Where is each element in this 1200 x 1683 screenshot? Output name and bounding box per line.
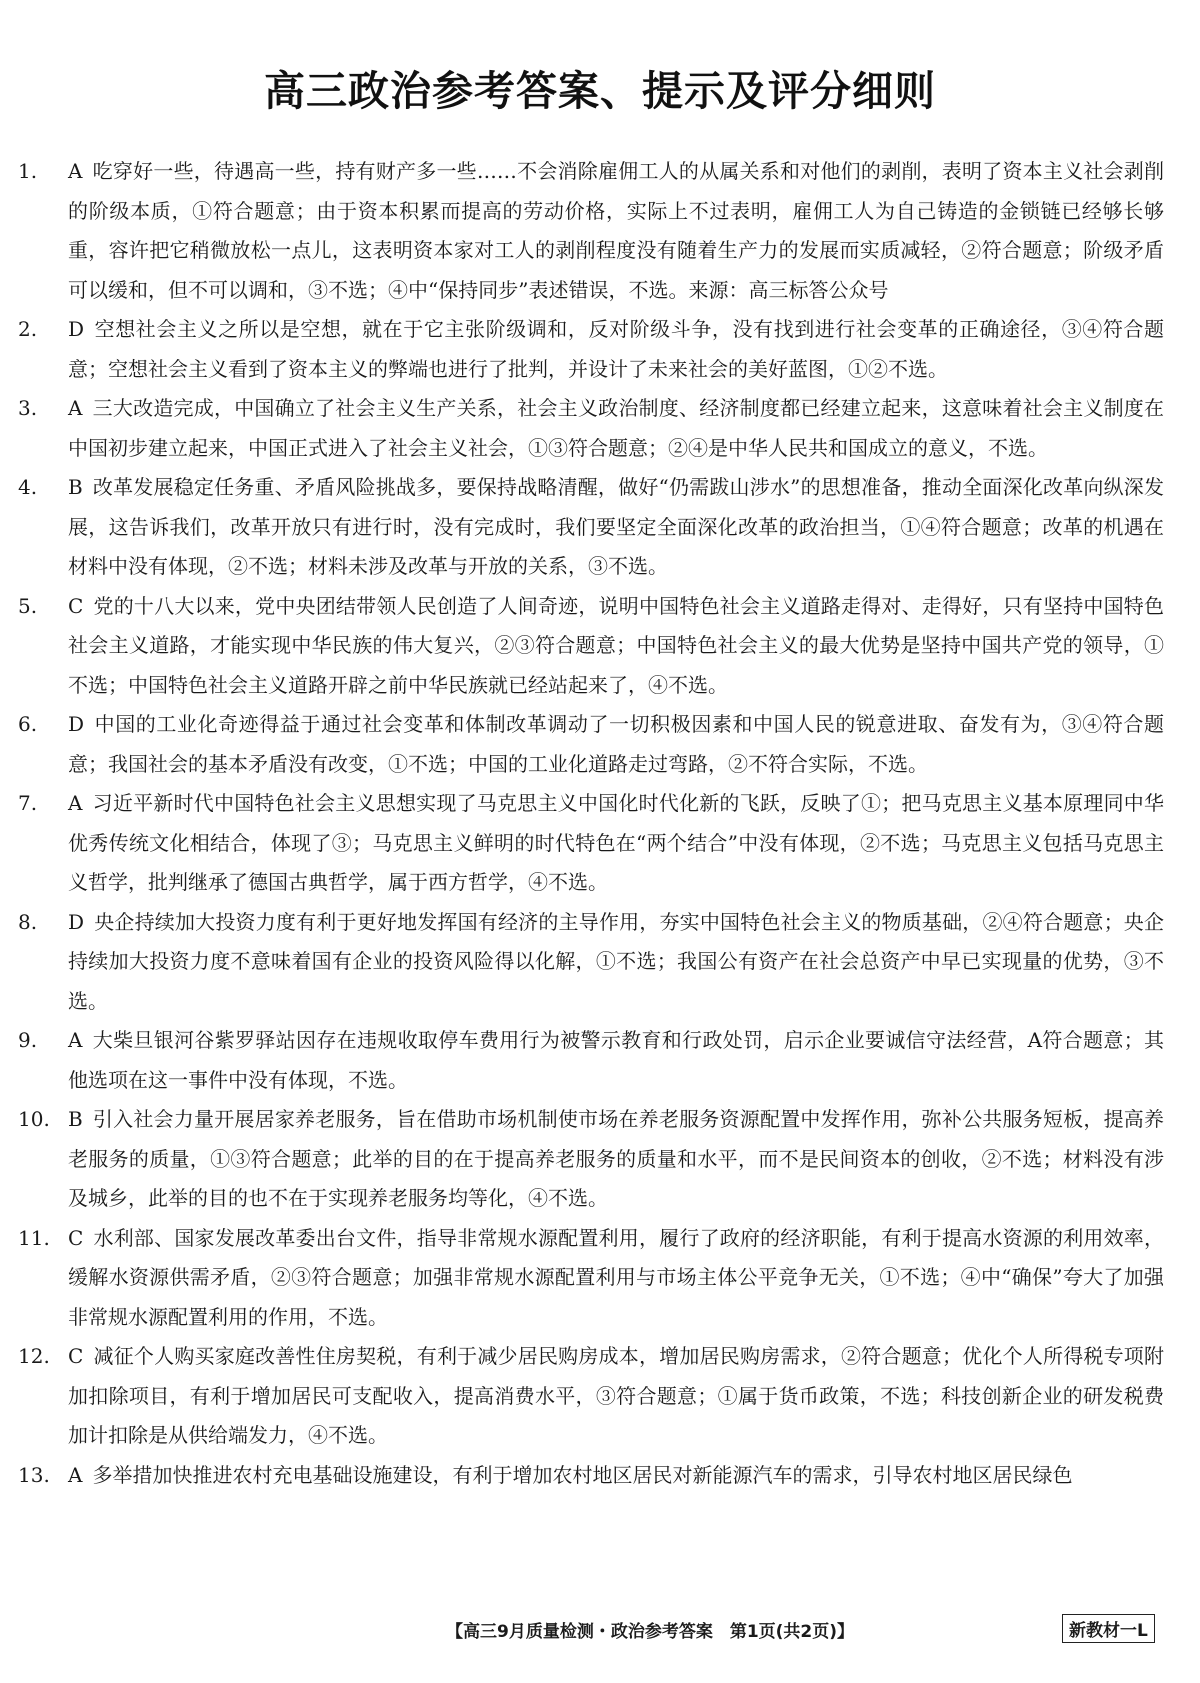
page-title: 高三政治参考答案、提示及评分细则 bbox=[264, 67, 936, 115]
edition-badge: 新教材一L bbox=[1062, 1614, 1155, 1643]
item-number: 6. bbox=[18, 712, 38, 736]
item-answer: B bbox=[68, 1107, 83, 1131]
item-explanation: 空想社会主义之所以是空想，就在于它主张阶级调和，反对阶级斗争，没有找到进行社会变革的正确途径，③④符合题意；空想社会主义看到了资本主义的弊端也进行了批判，并设计了未来社会的美好蓝图，①②不选。 bbox=[68, 317, 1164, 381]
item-number: 9. bbox=[18, 1028, 38, 1052]
item-explanation: 党的十八大以来，党中央团结带领人民创造了人间奇迹，说明中国特色社会主义道路走得对、走得好，只有坚持中国特色社会主义道路，才能实现中华民族的伟大复兴，②③符合题意；中国特色社会主义的最大优势是坚持中国共产党的领导，①不选；中国特色社会主义道路开辟之前中华民族就已经站起来了，④不选。 bbox=[68, 593, 1164, 697]
answer-item-3 bbox=[18, 389, 1164, 468]
item-answer: D bbox=[68, 712, 85, 736]
item-number: 5. bbox=[18, 593, 38, 618]
item-answer: D bbox=[68, 909, 85, 934]
item-answer: A bbox=[68, 1462, 83, 1487]
item-explanation: 吃穿好一些，待遇高一些，持有财产多一些……不会消除雇佣工人的从属关系和对他们的剥削，表明了资本主义社会剥削的阶级本质，①符合题意；由于资本积累而提高的劳动价格，实际上不过表明，雇佣工人为自己铸造的金锁链已经够长够重，容许把它稍微放松一点儿，这表明资本家对工人的剥削程度没有随着生产力的发展而实质减轻，②符合题意；阶级矛盾可以缓和，但不可以调和，③不选；④中“保持同步”表述错误，不选。来源：高三标答公众号 bbox=[68, 159, 1164, 302]
item-explanation: 多举措加快推进农村充电基础设施建设，有利于增加农村地区居民对新能源汽车的需求，引导农村地区居民绿色 bbox=[92, 1462, 1073, 1487]
item-number: 8. bbox=[18, 909, 38, 934]
item-explanation: 央企持续加大投资力度有利于更好地发挥国有经济的主导作用，夯实中国特色社会主义的物质基础，②④符合题意；央企持续加大投资力度不意味着国有企业的投资风险得以化解，①不选；我国公有资产在社会总资产中早已实现量的优势，③不选。 bbox=[68, 909, 1164, 1013]
item-answer: C bbox=[68, 593, 84, 618]
answer-item-1 bbox=[18, 152, 1164, 310]
answer-item-5 bbox=[18, 587, 1164, 706]
item-answer: D bbox=[68, 317, 85, 341]
item-explanation: 三大改造完成，中国确立了社会主义生产关系，社会主义政治制度、经济制度都已经建立起来，这意味着社会主义制度在中国初步建立起来，中国正式进入了社会主义社会，①③符合题意；②④是中华人民共和国成立的意义，不选。 bbox=[68, 396, 1164, 460]
item-explanation: 中国的工业化奇迹得益于通过社会变革和体制改革调动了一切积极因素和中国人民的锐意进取、奋发有为，③④符合题意；我国社会的基本矛盾没有改变，①不选；中国的工业化道路走过弯路，②不符合实际，不选。 bbox=[68, 712, 1164, 776]
item-explanation: 引入社会力量开展居家养老服务，旨在借助市场机制使市场在养老服务资源配置中发挥作用，弥补公共服务短板，提高养老服务的质量，①③符合题意；此举的目的在于提高养老服务的质量和水平，而不是民间资本的创收，②不选；材料没有涉及城乡，此举的目的也不在于实现养老服务均等化，④不选。 bbox=[68, 1107, 1164, 1210]
item-answer: A bbox=[68, 159, 83, 183]
item-explanation: 习近平新时代中国特色社会主义思想实现了马克思主义中国化时代化新的飞跃，反映了①；把马克思主义基本原理同中华优秀传统文化相结合，体现了③；马克思主义鲜明的时代特色在“两个结合”中没有体现，②不选；马克思主义包括马克思主义哲学，批判继承了德国古典哲学，属于西方哲学，④不选。 bbox=[68, 791, 1164, 894]
footer-page-info: 【高三9月质量检测・政治参考答案 第1页(共2页)】 bbox=[446, 1622, 855, 1642]
answer-item-2 bbox=[18, 310, 1164, 389]
item-answer: B bbox=[68, 475, 83, 499]
item-explanation: 减征个人购买家庭改善性住房契税，有利于减少居民购房成本，增加居民购房需求，②符合题意；优化个人所得税专项附加扣除项目，有利于增加居民可支配收入，提高消费水平，③符合题意；①属于货币政策，不选；科技创新企业的研发税费加计扣除是从供给端发力，④不选。 bbox=[68, 1344, 1164, 1447]
item-number: 4. bbox=[18, 475, 38, 499]
item-answer: A bbox=[68, 791, 83, 815]
item-number: 7. bbox=[18, 791, 38, 815]
answer-item-10 bbox=[18, 1100, 1164, 1219]
item-number: 12. bbox=[18, 1344, 50, 1368]
answer-item-7 bbox=[18, 784, 1164, 903]
item-answer: A bbox=[68, 396, 83, 420]
answer-item-4 bbox=[18, 468, 1164, 587]
item-answer: C bbox=[68, 1344, 84, 1368]
answer-item-13 bbox=[18, 1456, 1164, 1496]
answer-item-12 bbox=[18, 1337, 1164, 1456]
item-number: 1. bbox=[18, 159, 38, 183]
item-explanation: 改革发展稳定任务重、矛盾风险挑战多，要保持战略清醒，做好“仍需跋山涉水”的思想准备，推动全面深化改革向纵深发展，这告诉我们，改革开放只有进行时，没有完成时，我们要坚定全面深化改革的政治担当，①④符合题意；改革的机遇在材料中没有体现，②不选；材料未涉及改革与开放的关系，③不选。 bbox=[68, 475, 1164, 578]
item-explanation: 水利部、国家发展改革委出台文件，指导非常规水源配置利用，履行了政府的经济职能，有利于提高水资源的利用效率，缓解水资源供需矛盾，②③符合题意；加强非常规水源配置利用与市场主体公平竞争无关，①不选；④中“确保”夸大了加强非常规水源配置利用的作用，不选。 bbox=[68, 1225, 1164, 1329]
answer-item-6 bbox=[18, 705, 1164, 784]
item-number: 3. bbox=[18, 396, 38, 420]
item-explanation: 大柴旦银河谷紫罗驿站因存在违规收取停车费用行为被警示教育和行政处罚，启示企业要诚信守法经营，A符合题意；其他选项在这一事件中没有体现，不选。 bbox=[68, 1028, 1164, 1092]
item-number: 11. bbox=[18, 1225, 50, 1250]
answer-item-11 bbox=[18, 1219, 1164, 1338]
item-answer: C bbox=[68, 1225, 84, 1250]
answer-list bbox=[18, 152, 1164, 1495]
item-number: 13. bbox=[18, 1462, 50, 1487]
item-number: 10. bbox=[18, 1107, 50, 1131]
item-number: 2. bbox=[18, 317, 38, 341]
answer-item-9 bbox=[18, 1021, 1164, 1100]
item-answer: A bbox=[68, 1028, 83, 1052]
answer-item-8 bbox=[18, 903, 1164, 1022]
